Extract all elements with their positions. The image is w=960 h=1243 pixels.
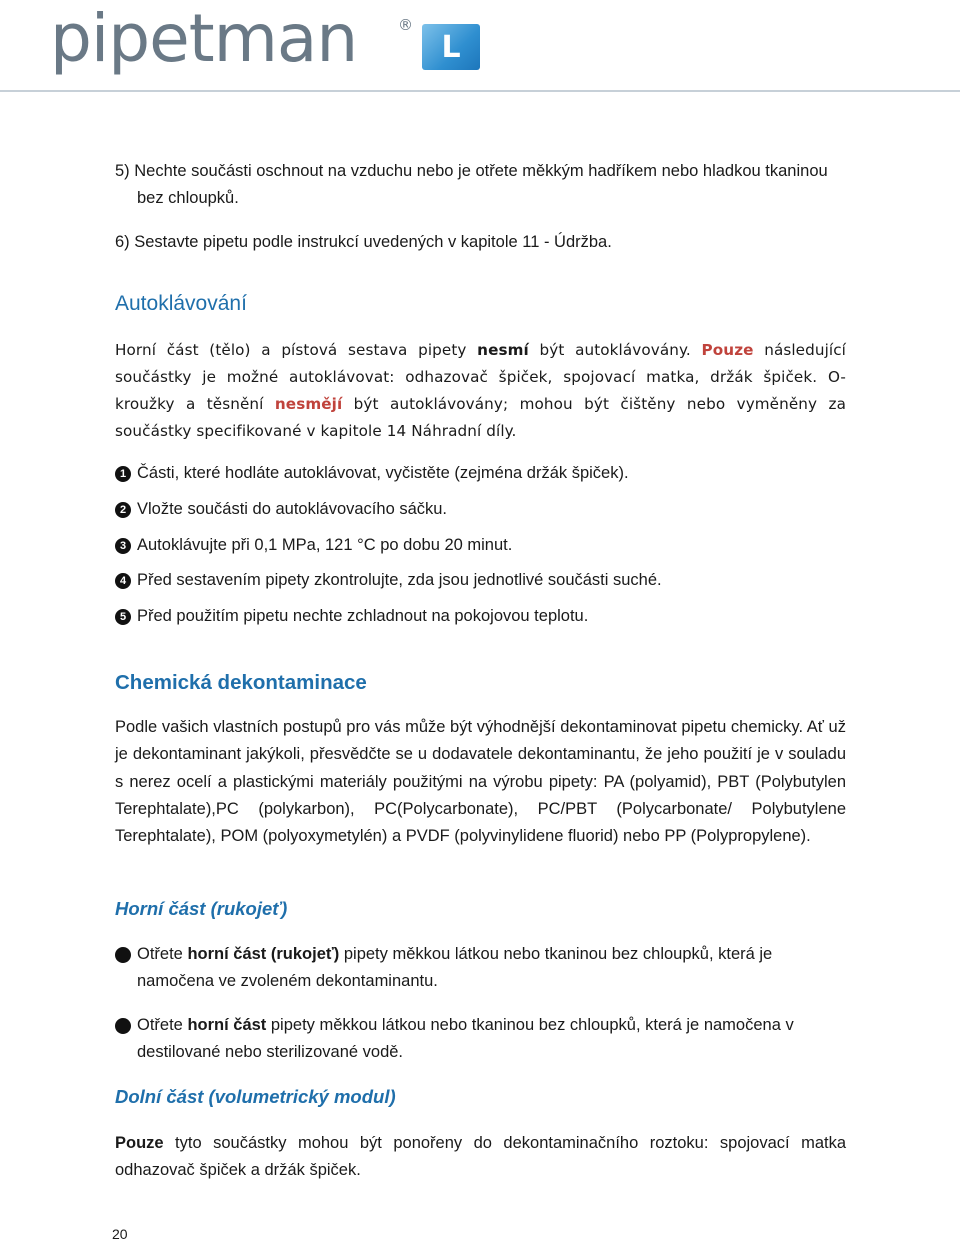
heading-upper-part: Horní část (rukojeť)	[115, 898, 288, 919]
logo-wordmark: pipetman	[50, 0, 358, 77]
autoclave-intro: Horní část (tělo) a pístová sestava pipety nesmí být autoklávovány. Pouze následující součástky je možné autoklávovat: odhazovač špiček, spojovací matka, držák špiček. O-kroužky a těsnění nesmějí být autoklávovány; mohou být čištěny nebo vyměněny za součástky specifikované v kapitole 14 Náhradní díly.	[115, 341, 847, 440]
registered-mark: ®	[398, 16, 413, 34]
autoclave-step-5: 5 Před použitím pipetu nechte zchladnout na pokojovou teplotu.	[115, 603, 588, 630]
heading-chemical: Chemická dekontaminace	[115, 671, 367, 694]
heading-autoclave: Autoklávování	[115, 292, 247, 315]
header-divider	[0, 90, 960, 92]
brand-logo	[50, 0, 490, 77]
autoclave-step-1: 1 Části, které hodláte autoklávovat, vyčistěte (zejména držák špiček).	[115, 460, 629, 487]
logo-badge: L	[422, 24, 480, 70]
step-6: 6) Sestavte pipetu podle instrukcí uvedených v kapitole 11 - Údržba.	[115, 233, 612, 251]
number-1-icon: 1	[115, 466, 131, 482]
upper-step-2: 2 Otřete horní část pipety měkkou látkou nebo tkaninou bez chloupků, která je namočena v destilované nebo sterilizované vodě.	[108, 1016, 794, 1061]
page-number: 20	[112, 1226, 128, 1242]
autoclave-step-2: 2 Vložte součásti do autoklávovacího sáčku.	[115, 496, 447, 523]
autoclave-step-4: 4 Před sestavením pipety zkontrolujte, zda jsou jednotlivé součásti suché.	[115, 567, 662, 594]
number-2-icon: 2	[115, 502, 131, 518]
step-5: 5) Nechte součásti oschnout na vzduchu nebo je otřete měkkým hadříkem nebo hladkou tkaninou bez chloupků.	[115, 162, 828, 207]
chemical-body: Podle vašich vlastních postupů pro vás může být výhodnější dekontaminovat pipetu chemicky. Ať už je dekontaminant jakýkoli, přesvědčte se u dodavatele dekontaminantu, že jeho použití je v souladu s nerez ocelí a plastickými materiály použitými na výrobu pipety: PA (polyamid), PBT (Polybutylen Terephtalate),PC (polykarbon), PC(Polycarbonate), PC/PBT (Polycarbonate/ Polybutylene Terephtalate), POM (polyoxymetylén) a PVDF (polyvinylidene fluorid) nebo PP (Polypropylene).	[115, 718, 846, 846]
number-1-icon: 1	[115, 947, 131, 963]
heading-lower-part: Dolní část (volumetrický modul)	[115, 1086, 396, 1107]
number-5-icon: 5	[115, 609, 131, 625]
number-2-icon: 2	[115, 1018, 131, 1034]
number-4-icon: 4	[115, 573, 131, 589]
autoclave-step-3: 3 Autoklávujte při 0,1 MPa, 121 °C po dobu 20 minut.	[115, 532, 512, 559]
number-3-icon: 3	[115, 538, 131, 554]
upper-step-1: 1 Otřete horní část (rukojeť) pipety měkkou látkou nebo tkaninou bez chloupků, která je namočena ve zvoleném dekontaminantu.	[108, 945, 773, 990]
lower-body: Pouze tyto součástky mohou být ponořeny do dekontaminačního roztoku: spojovací matka odhazovač špiček a držák špiček.	[115, 1134, 846, 1179]
